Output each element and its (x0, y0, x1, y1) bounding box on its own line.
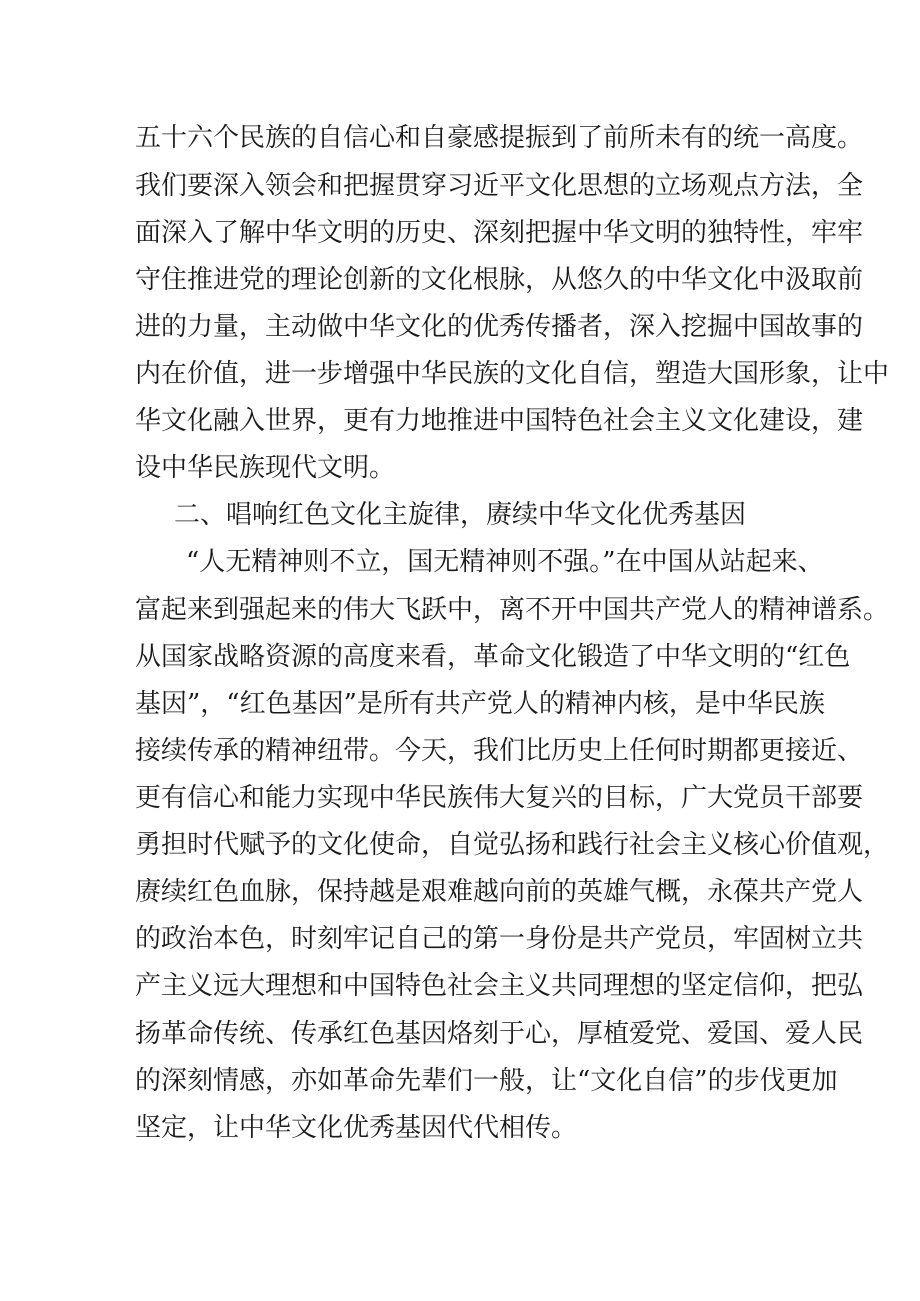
body-text-line: 扬革命传统、传承红色基因烙刻于心，厚植爱党、爱国、爱人民 (135, 1019, 864, 1049)
body-text-line: 面深入了解中华文明的历史、深刻把握中华文明的独特性，牢牢 (135, 218, 864, 248)
body-text-line: 勇担时代赋予的文化使命，自觉弘扬和践行社会主义核心价值观， (135, 830, 890, 860)
body-text-line: 接续传承的精神纽带。今天，我们比历史上任何时期都更接近、 (135, 736, 864, 766)
body-text-line: “人无精神则不立，国无精神则不强。”在中国从站起来、 (186, 547, 824, 577)
body-text-line: 坚定，让中华文化优秀基因代代相传。 (135, 1113, 578, 1143)
body-text-line: 基因”，“红色基因”是所有共产党人的精神内核，是中华民族 (135, 689, 825, 719)
body-text-line: 内在价值，进一步增强中华民族的文化自信，塑造大国形象，让中 (135, 359, 890, 389)
body-text-line: 的政治本色，时刻牢记自己的第一身份是共产党员，牢固树立共 (135, 924, 864, 954)
body-text-line: 的深刻情感，亦如革命先辈们一般，让“文化自信”的步伐更加 (135, 1066, 838, 1096)
section-heading: 二、唱响红色文化主旋律，赓续中华文化优秀基因 (174, 500, 747, 530)
body-text-line: 更有信心和能力实现中华民族伟大复兴的目标，广大党员干部要 (135, 783, 864, 813)
body-text-line: 我们要深入领会和把握贯穿习近平文化思想的立场观点方法，全 (135, 171, 864, 201)
body-text-line: 守住推进党的理论创新的文化根脉，从悠久的中华文化中汲取前 (135, 265, 864, 295)
body-text-line: 华文化融入世界，更有力地推进中国特色社会主义文化建设，建 (135, 406, 864, 436)
body-text-line: 设中华民族现代文明。 (135, 453, 396, 483)
body-text-line: 五十六个民族的自信心和自豪感提振到了前所未有的统一高度。 (135, 123, 864, 153)
body-text-line: 从国家战略资源的高度来看，革命文化锻造了中华文明的“红色 (135, 642, 851, 672)
body-text-line: 进的力量，主动做中华文化的优秀传播者，深入挖掘中国故事的 (135, 312, 864, 342)
body-text-line: 富起来到强起来的伟大飞跃中，离不开中国共产党人的精神谱系。 (135, 595, 890, 625)
body-text-line: 赓续红色血脉，保持越是艰难越向前的英雄气概，永葆共产党人 (135, 877, 864, 907)
body-text-line: 产主义远大理想和中国特色社会主义共同理想的坚定信仰，把弘 (135, 971, 864, 1001)
